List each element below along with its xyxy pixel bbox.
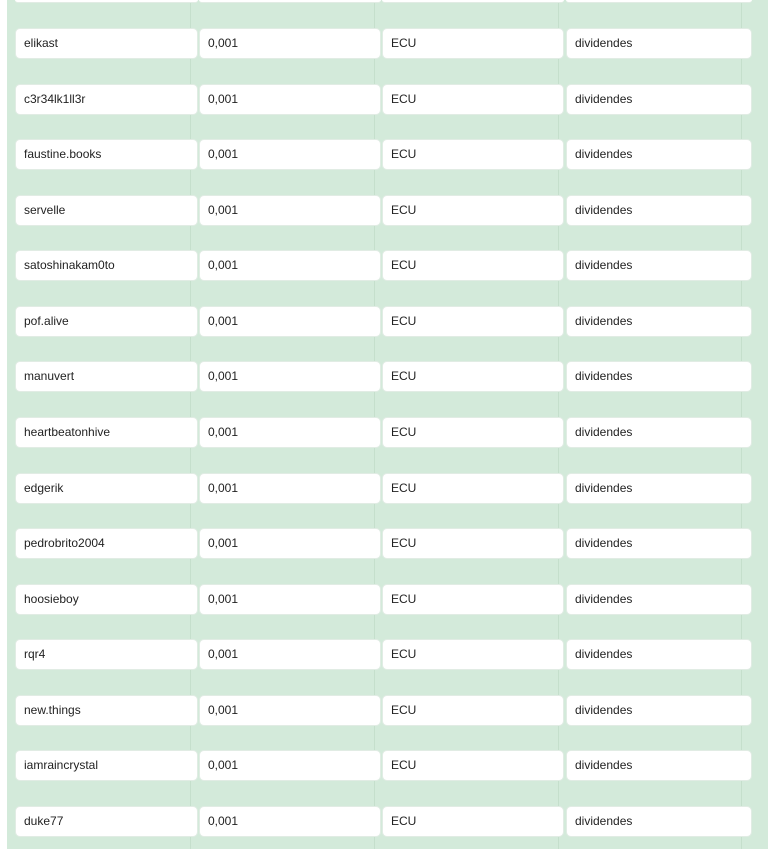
token-cell[interactable]: ECU: [382, 28, 564, 59]
table-row: [15, 195, 752, 226]
token-cell[interactable]: ECU: [382, 473, 564, 504]
amount-cell[interactable]: 0,001: [199, 28, 381, 59]
memo-cell[interactable]: dividendes: [566, 806, 752, 837]
transfer-table: [15, 28, 752, 861]
token-cell[interactable]: ECU: [382, 250, 564, 281]
memo-cell[interactable]: dividendes: [566, 584, 752, 615]
memo-cell[interactable]: dividendes: [566, 306, 752, 337]
table-cell-partial: [15, 0, 198, 3]
memo-cell[interactable]: dividendes: [566, 28, 752, 59]
account-cell[interactable]: c3r34lk1ll3r: [15, 84, 198, 115]
table-cell-partial: [382, 0, 564, 3]
memo-cell[interactable]: dividendes: [566, 750, 752, 781]
amount-cell[interactable]: 0,001: [199, 695, 381, 726]
amount-cell[interactable]: 0,001: [199, 806, 381, 837]
account-cell[interactable]: duke77: [15, 806, 198, 837]
table-row: [15, 528, 752, 559]
account-cell[interactable]: elikast: [15, 28, 198, 59]
table-row: [15, 695, 752, 726]
token-cell[interactable]: ECU: [382, 695, 564, 726]
account-cell[interactable]: servelle: [15, 195, 198, 226]
account-cell[interactable]: satoshinakam0to: [15, 250, 198, 281]
account-cell[interactable]: new.things: [15, 695, 198, 726]
table-row: [15, 584, 752, 615]
token-cell[interactable]: ECU: [382, 306, 564, 337]
token-cell[interactable]: ECU: [382, 584, 564, 615]
account-cell[interactable]: pedrobrito2004: [15, 528, 198, 559]
amount-cell[interactable]: 0,001: [199, 750, 381, 781]
table-row: [15, 139, 752, 170]
amount-cell[interactable]: 0,001: [199, 473, 381, 504]
memo-cell[interactable]: dividendes: [566, 473, 752, 504]
token-cell[interactable]: ECU: [382, 195, 564, 226]
amount-cell[interactable]: 0,001: [199, 195, 381, 226]
account-cell[interactable]: iamraincrystal: [15, 750, 198, 781]
amount-cell[interactable]: 0,001: [199, 528, 381, 559]
table-cell-partial: [566, 0, 752, 3]
amount-cell[interactable]: 0,001: [199, 139, 381, 170]
amount-cell[interactable]: 0,001: [199, 361, 381, 392]
amount-cell[interactable]: 0,001: [199, 417, 381, 448]
account-cell[interactable]: rqr4: [15, 639, 198, 670]
account-cell[interactable]: pof.alive: [15, 306, 198, 337]
amount-cell[interactable]: 0,001: [199, 584, 381, 615]
memo-cell[interactable]: dividendes: [566, 417, 752, 448]
table-cell-partial: [199, 0, 381, 3]
token-cell[interactable]: ECU: [382, 639, 564, 670]
table-row: [15, 806, 752, 837]
table-row: [15, 306, 752, 337]
table-row: [15, 639, 752, 670]
token-cell[interactable]: ECU: [382, 528, 564, 559]
token-cell[interactable]: ECU: [382, 417, 564, 448]
memo-cell[interactable]: dividendes: [566, 195, 752, 226]
memo-cell[interactable]: dividendes: [566, 84, 752, 115]
account-cell[interactable]: hoosieboy: [15, 584, 198, 615]
account-cell[interactable]: edgerik: [15, 473, 198, 504]
token-cell[interactable]: ECU: [382, 806, 564, 837]
memo-cell[interactable]: dividendes: [566, 361, 752, 392]
token-cell[interactable]: ECU: [382, 750, 564, 781]
account-cell[interactable]: manuvert: [15, 361, 198, 392]
memo-cell[interactable]: dividendes: [566, 139, 752, 170]
table-row: [15, 417, 752, 448]
account-cell[interactable]: heartbeatonhive: [15, 417, 198, 448]
memo-cell[interactable]: dividendes: [566, 528, 752, 559]
table-row: [15, 473, 752, 504]
amount-cell[interactable]: 0,001: [199, 306, 381, 337]
amount-cell[interactable]: 0,001: [199, 84, 381, 115]
token-cell[interactable]: ECU: [382, 84, 564, 115]
token-cell[interactable]: ECU: [382, 139, 564, 170]
memo-cell[interactable]: dividendes: [566, 639, 752, 670]
memo-cell[interactable]: dividendes: [566, 250, 752, 281]
amount-cell[interactable]: 0,001: [199, 639, 381, 670]
account-cell[interactable]: faustine.books: [15, 139, 198, 170]
amount-cell[interactable]: 0,001: [199, 250, 381, 281]
table-row: [15, 750, 752, 781]
memo-cell[interactable]: dividendes: [566, 695, 752, 726]
table-row: [15, 84, 752, 115]
token-cell[interactable]: ECU: [382, 361, 564, 392]
table-row: [15, 361, 752, 392]
table-row: [15, 28, 752, 59]
table-row: [15, 250, 752, 281]
